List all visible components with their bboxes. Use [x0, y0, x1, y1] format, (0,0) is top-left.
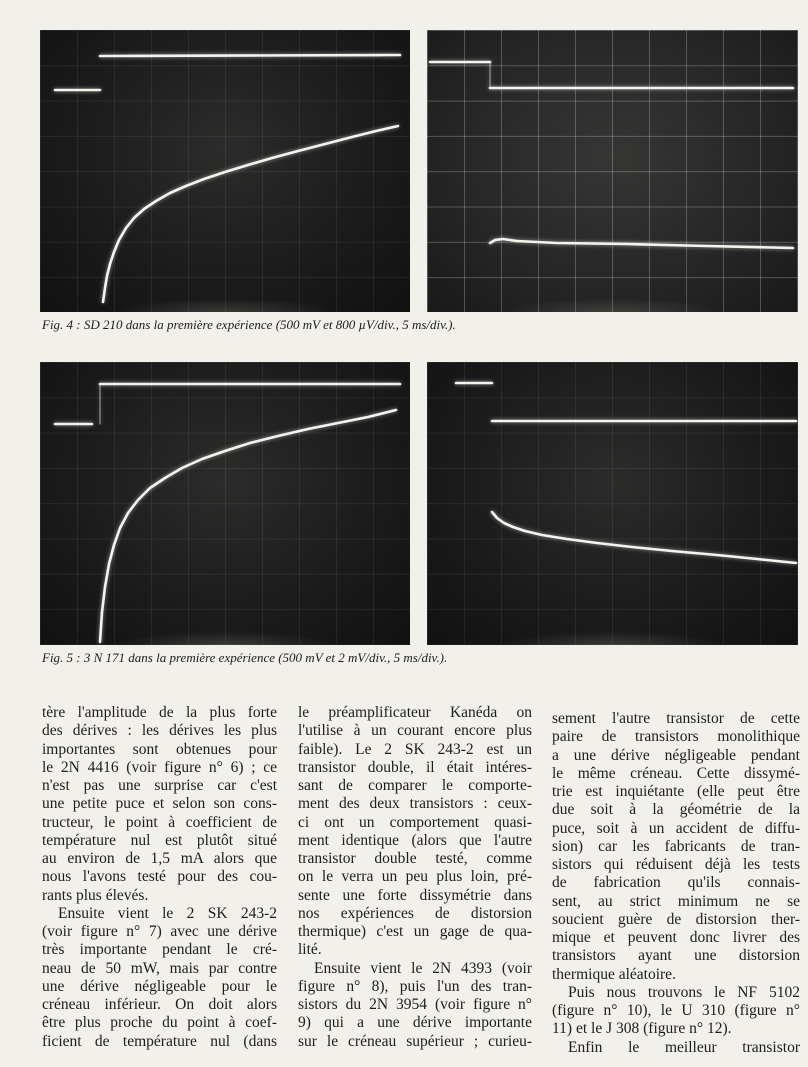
body-text-line: être plus proche du point à coef- — [42, 1014, 277, 1032]
body-text-line: transistors ayant une distorsion — [552, 947, 800, 965]
body-text-line: soucient guère de distorsion ther- — [552, 910, 800, 928]
body-text-line: température nul est plutôt situé — [42, 831, 277, 849]
body-text-line: lité. — [298, 941, 322, 959]
text-column-2 — [298, 704, 532, 1051]
body-text-line: due soit à la géométrie de la — [552, 801, 800, 819]
body-text-line: le même créneau. Cette dissymé- — [552, 764, 800, 782]
body-text-line: figure n° 8), puis l'un des tran- — [298, 977, 532, 995]
body-text-line: l'utilise à un courant encore plus — [298, 722, 532, 740]
figure-4-right-oscillogram — [427, 30, 798, 312]
body-text-line: très importante pendant le cré- — [42, 941, 277, 959]
scope-screen — [427, 30, 798, 312]
body-text-line: Ensuite vient le 2 SK 243-2 — [58, 904, 277, 922]
body-text-line: nous l'avons testé pour des cou- — [42, 868, 277, 886]
body-text-line: (voir figure n° 7) avec une dérive — [42, 923, 277, 940]
body-text-line: ment identique (alors que l'autre — [298, 831, 532, 849]
body-text-line: créneau inférieur. On doit alors — [42, 996, 277, 1013]
body-text-line: au environ de 1,5 mA alors que — [42, 850, 277, 867]
body-text-line: sant de comparer le comporte- — [298, 777, 532, 794]
body-text-line: tructeur, le point à coefficient de — [42, 813, 277, 831]
oscilloscope-trace-drift-curve — [100, 410, 396, 642]
scope-screen — [427, 362, 798, 645]
body-text-line: neau de 50 mW, mais par contre — [42, 959, 277, 977]
figure-4-caption: Fig. 4 : SD 210 dans la première expérience (500 mV et 800 µV/div., 5 ms/div.). — [42, 317, 456, 332]
body-text-line: ficient de température nul (dans — [42, 1032, 277, 1050]
body-text-line: thermique) c'est un gage de qua- — [298, 923, 532, 940]
body-text-line: ci ont un comportement quasi- — [298, 813, 532, 831]
body-text-line: a une dérive négligeable pendant — [552, 746, 800, 764]
body-text-line: sement l'autre transistor de cette — [552, 710, 800, 727]
body-text-line: n'est pas une surprise car c'est — [42, 777, 277, 794]
body-text-line: faible). Le 2 SK 243-2 est un — [298, 740, 532, 758]
body-text-line: une dérive négligeable pour le — [42, 977, 277, 995]
body-text-line: on le verra un peu plus loin, pré- — [298, 868, 532, 886]
scope-screen — [40, 30, 410, 312]
oscilloscope-trace-drift-curve — [490, 239, 793, 248]
body-text-line: le 2N 4416 (voir figure n° 6) ; ce — [42, 758, 277, 776]
body-text-line: sion) car les fabricants de tran- — [552, 837, 800, 855]
body-text-line: transistor double, il était intéres- — [298, 758, 532, 776]
text-column-3 — [552, 710, 800, 1057]
text-column-1 — [42, 704, 277, 1051]
body-text-line: des dérives : les dérives les plus — [42, 722, 277, 740]
body-text-line: sent, au strict minimum ne se — [552, 892, 800, 910]
body-text-line: sente une forte dissymétrie dans — [298, 886, 532, 904]
body-text-line: paire de transistors monolithique — [552, 728, 800, 746]
figure-5-caption: Fig. 5 : 3 N 171 dans la première expérience (500 mV et 2 mV/div., 5 ms/div.). — [42, 650, 448, 665]
oscilloscope-trace-input-high — [100, 55, 400, 56]
body-text-line: ment des deux transistors : ceux- — [298, 795, 532, 813]
oscilloscope-trace-drift-curve — [492, 512, 796, 563]
body-text-line: Puis nous trouvons le NF 5102 — [568, 983, 800, 1001]
body-text-line: trie est inquiétante (elle peut être — [552, 783, 800, 800]
body-text-line: le préamplificateur Kanéda on — [298, 704, 532, 721]
body-text-line: puce, soit à un accident de diffu- — [552, 819, 800, 837]
body-text-line: importantes sont obtenues pour — [42, 740, 277, 758]
body-text-line: de fabrication qu'ils connais- — [552, 874, 800, 892]
body-text-line: une petite puce et selon son cons- — [42, 795, 277, 813]
body-text-line: mique et peuvent donc livrer des — [552, 929, 800, 946]
body-text-line: nos expériences de distorsion — [298, 904, 532, 922]
body-text-line: 11) et le J 308 (figure n° 12). — [552, 1020, 732, 1038]
scope-screen — [40, 362, 410, 645]
body-text-line: rants plus élevés. — [42, 886, 149, 904]
body-text-line: (figure n° 10), le U 310 (figure n° — [552, 1002, 800, 1019]
body-text-line: thermique aléatoire. — [552, 965, 676, 983]
body-text-line: sistors du 2N 3954 (voir figure n° — [298, 996, 532, 1013]
body-text-line: 9) qui a une dérive importante — [298, 1014, 532, 1032]
oscilloscope-trace-drift-curve — [103, 126, 398, 302]
body-text-line: tère l'amplitude de la plus forte — [42, 704, 277, 721]
body-text-line: sistors qui réduisent déjà les tests — [552, 856, 800, 873]
figure-5-left-oscillogram — [40, 362, 410, 645]
body-text-line: Ensuite vient le 2N 4393 (voir — [314, 959, 532, 977]
figure-4-left-oscillogram — [40, 30, 410, 312]
body-text-line: transistor double testé, comme — [298, 850, 532, 867]
figure-5-right-oscillogram — [427, 362, 798, 645]
body-text-line: Enfin le meilleur transistor — [568, 1038, 800, 1056]
body-text-line: sur le créneau supérieur ; curieu- — [298, 1032, 532, 1050]
